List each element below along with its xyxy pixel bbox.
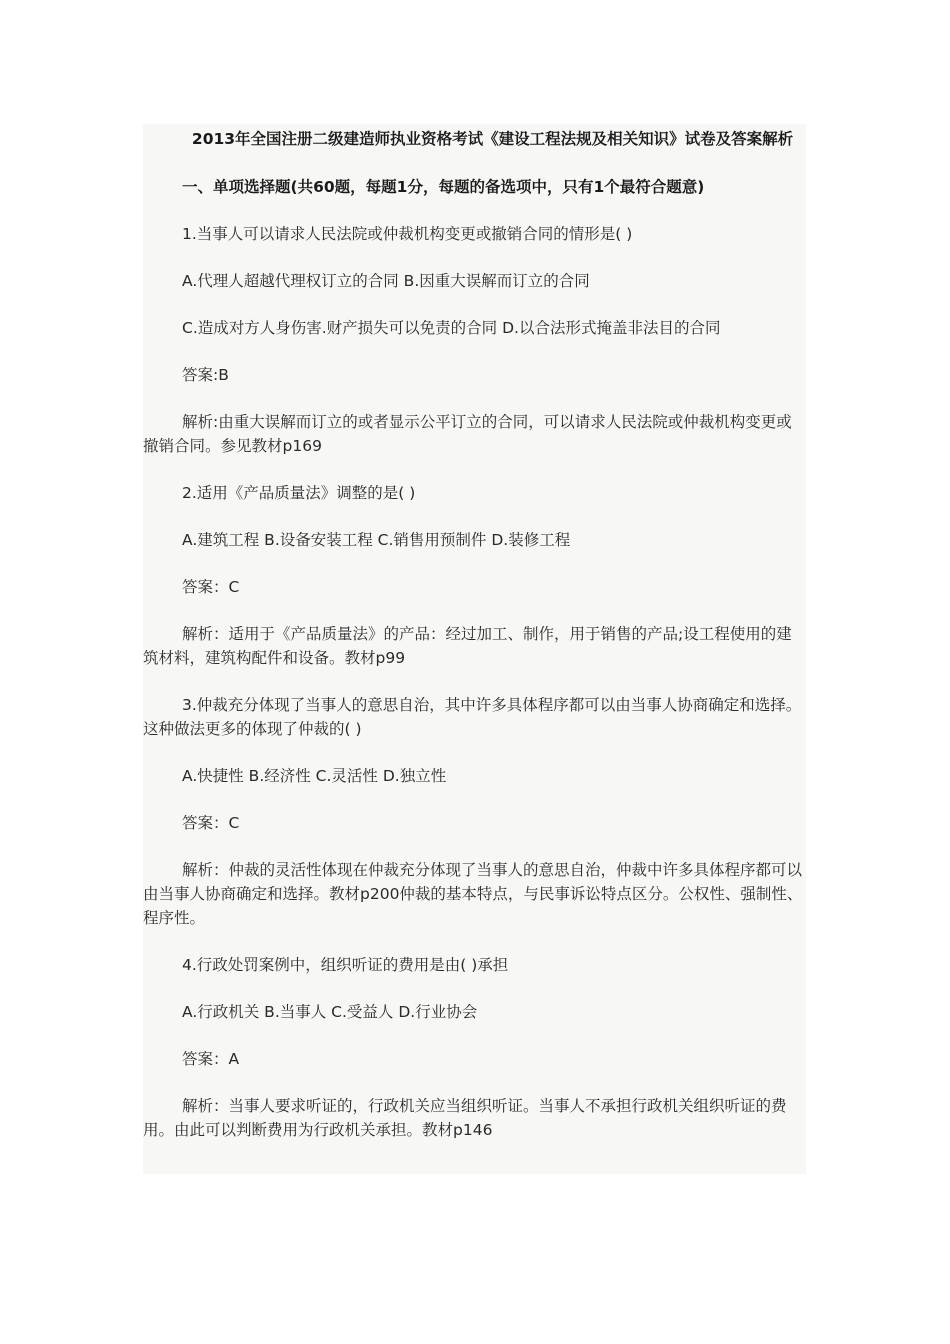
question-analysis: 解析：适用于《产品质量法》的产品：经过加工、制作，用于销售的产品;设工程使用的建筑材料，建筑构配件和设备。教材p99: [143, 625, 792, 667]
question-options: A.行政机关 B.当事人 C.受益人 D.行业协会: [182, 1003, 478, 1021]
question-answer: 答案：C: [182, 578, 240, 596]
question-4: [143, 953, 806, 1142]
question-answer: 答案：C: [182, 814, 240, 832]
question-options: A.快捷性 B.经济性 C.灵活性 D.独立性: [182, 767, 447, 785]
question-2: [143, 481, 806, 670]
section-heading: 一、单项选择题(共60题，每题1分，每题的备选项中，只有1个最符合题意): [182, 178, 705, 196]
question-analysis: 解析:由重大误解而订立的或者显示公平订立的合同，可以请求人民法院或仲裁机构变更或撤销合同。参见教材p169: [143, 413, 792, 455]
question-analysis: 解析：当事人要求听证的，行政机关应当组织听证。当事人不承担行政机关组织听证的费用。由此可以判断费用为行政机关承担。教材p146: [143, 1097, 787, 1139]
question-stem: 3.仲裁充分体现了当事人的意思自治，其中许多具体程序都可以由当事人协商确定和选择。这种做法更多的体现了仲裁的( ): [143, 696, 802, 738]
question-options: C.造成对方人身伤害.财产损失可以免责的合同 D.以合法形式掩盖非法目的合同: [182, 319, 721, 337]
question-stem: 4.行政处罚案例中，组织听证的费用是由( )承担: [182, 956, 509, 974]
question-answer: 答案：A: [182, 1050, 240, 1068]
question-stem: 1.当事人可以请求人民法院或仲裁机构变更或撤销合同的情形是( ): [182, 225, 633, 243]
question-answer: 答案:B: [182, 366, 229, 384]
document-title: 2013年全国注册二级建造师执业资格考试《建设工程法规及相关知识》试卷及答案解析: [191, 130, 794, 148]
document-content: [143, 124, 806, 1174]
question-options: A.代理人超越代理权订立的合同 B.因重大误解而订立的合同: [182, 272, 590, 290]
question-3: [143, 693, 806, 930]
question-1: [143, 222, 806, 458]
question-stem: 2.适用《产品质量法》调整的是( ): [182, 484, 416, 502]
question-options: A.建筑工程 B.设备安装工程 C.销售用预制件 D.装修工程: [182, 531, 571, 549]
question-analysis: 解析：仲裁的灵活性体现在仲裁充分体现了当事人的意思自治，仲裁中许多具体程序都可以由当事人协商确定和选择。教材p200仲裁的基本特点，与民事诉讼特点区分。公权性、强制性、程序性。: [143, 861, 803, 927]
